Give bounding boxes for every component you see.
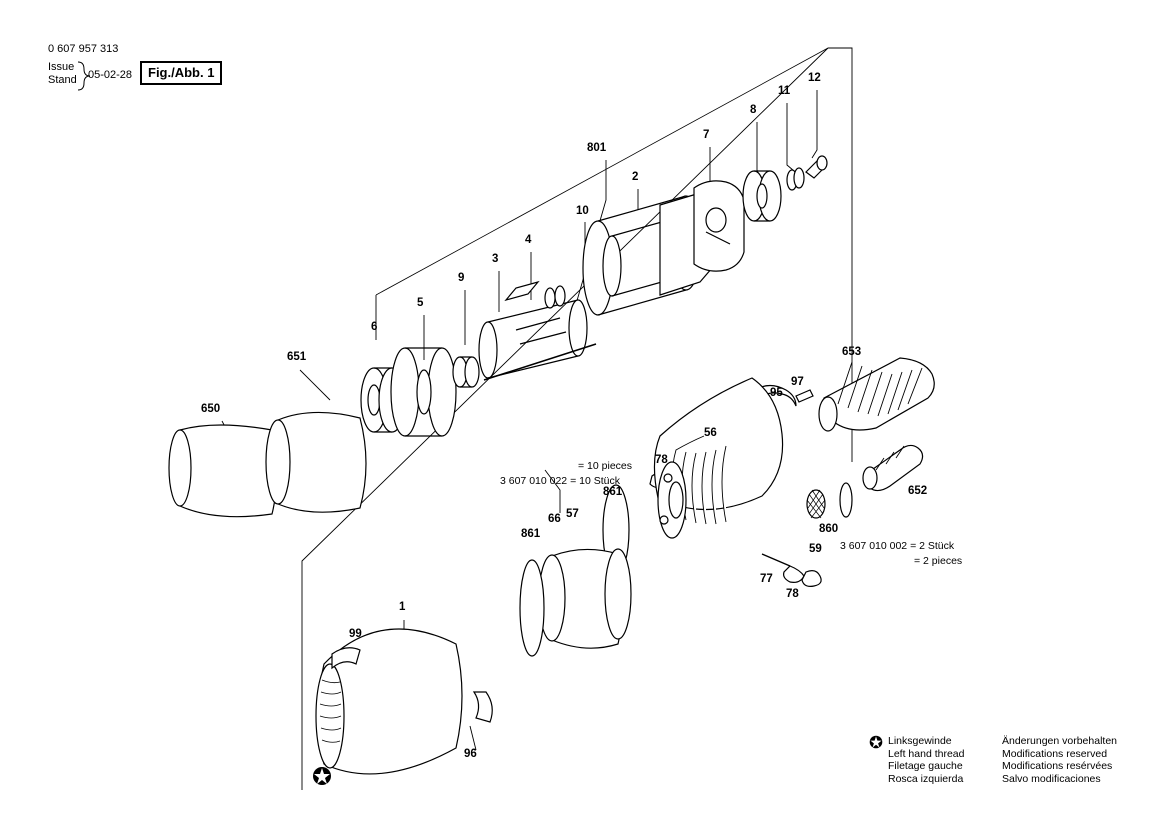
callout-99: 99 <box>349 628 362 640</box>
kit-10-pieces-label: = 10 pieces <box>578 460 632 472</box>
callout-56: 56 <box>704 427 717 439</box>
figure-label: Fig./Abb. 1 <box>140 61 222 85</box>
callout-861-lower: 861 <box>521 528 541 540</box>
callout-96: 96 <box>464 748 477 760</box>
callout-801: 801 <box>587 142 607 154</box>
legend-right-line-1: Änderungen vorbehalten <box>1002 735 1118 747</box>
callout-66: 66 <box>548 513 561 525</box>
callout-78-top: 78 <box>655 454 668 466</box>
callout-59: 59 <box>809 543 822 555</box>
legend-right-line-4: Salvo modificaciones <box>1002 772 1101 785</box>
kit-2-number-label: 3 607 010 002 = 2 Stück <box>840 540 955 552</box>
legend-left-line-2: Left hand thread <box>888 747 965 760</box>
legend-star-icon <box>869 735 883 749</box>
callout-3: 3 <box>492 253 499 265</box>
callout-653: 653 <box>842 346 862 358</box>
legend-left-column <box>888 735 964 785</box>
callout-7: 7 <box>703 129 710 141</box>
callout-651: 651 <box>287 351 307 363</box>
callout-12: 12 <box>808 72 821 84</box>
callout-861-upper: 861 <box>603 486 623 498</box>
callout-78-bottom: 78 <box>786 588 799 600</box>
callout-97: 97 <box>791 376 804 388</box>
callout-652: 652 <box>908 485 928 497</box>
callout-5: 5 <box>417 297 424 309</box>
callout-4: 4 <box>525 234 532 246</box>
kit-2-pieces-label: = 2 pieces <box>914 555 963 567</box>
part-number: 0 607 957 313 <box>48 43 119 55</box>
left-hand-thread-star-icon <box>312 766 332 786</box>
callout-8: 8 <box>750 104 757 116</box>
callout-11: 11 <box>778 85 791 97</box>
kit-10-number-label: 3 607 010 022 = 10 Stück <box>500 475 620 487</box>
stand-label: Stand <box>48 74 77 86</box>
callout-650: 650 <box>201 403 221 415</box>
callout-1: 1 <box>399 601 406 613</box>
callout-860: 860 <box>819 523 839 535</box>
legend-left-line-1: Linksgewinde <box>888 735 952 747</box>
callout-9: 9 <box>458 272 465 284</box>
legend-left-line-3: Filetage gauche <box>888 760 963 773</box>
issue-date: 05-02-28 <box>88 69 133 81</box>
legend-left-line-4: Rosca izquierda <box>888 772 964 785</box>
issue-label: Issue <box>48 61 75 73</box>
callout-10: 10 <box>576 205 589 217</box>
callout-77: 77 <box>760 573 773 585</box>
callout-2: 2 <box>632 171 639 183</box>
callout-57: 57 <box>566 508 579 520</box>
legend-right-column <box>1002 735 1117 785</box>
callout-6: 6 <box>371 321 378 333</box>
legend-right-line-2: Modifications reserved <box>1002 747 1108 760</box>
legend-right-line-3: Modifications resérvées <box>1002 760 1113 773</box>
callout-95: 95 <box>770 387 783 399</box>
